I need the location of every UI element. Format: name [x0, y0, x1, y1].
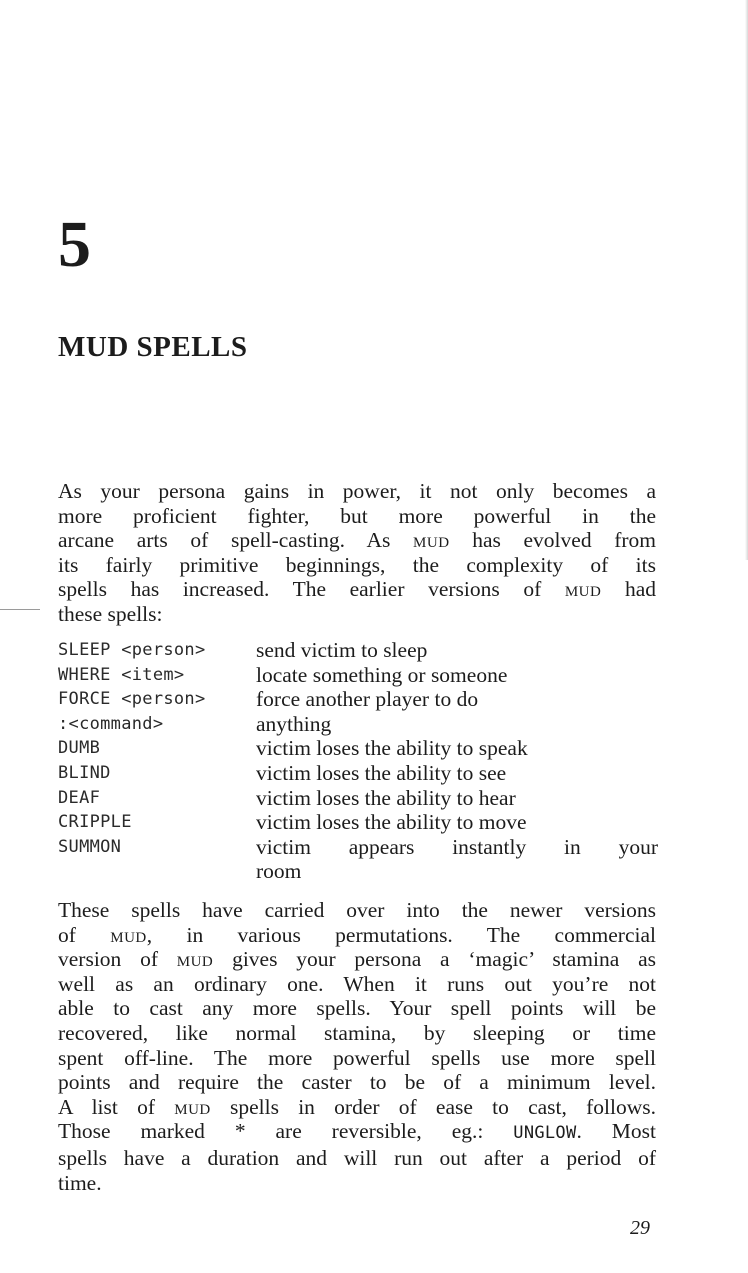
spell-row [58, 687, 658, 712]
spells-paragraph [58, 898, 656, 1195]
text-line: spent off-line. The more powerful spells use more spell [58, 1045, 656, 1070]
spell-description: anything [256, 711, 332, 736]
spell-description: force another player to do [256, 687, 479, 712]
spell-command: SLEEP <person> [58, 640, 206, 660]
mud-term: mud [176, 947, 214, 972]
text-line: able to cast any more spells. Your spell points will be [58, 996, 656, 1021]
text-line: well as an ordinary one. When it runs out you’re not [58, 971, 656, 996]
spell-description: victim appears instantly in your [256, 834, 658, 859]
spell-description: victim loses the ability to speak [256, 736, 528, 761]
text-line: points and require the caster to be of a minimum level. [58, 1070, 656, 1095]
intro-paragraph [58, 479, 656, 627]
spell-description: room [256, 859, 302, 884]
spell-row [58, 859, 658, 884]
spell-command: DEAF [58, 787, 101, 808]
text-line: Those marked * are reversible, eg.: UNGLOW. Most [58, 1119, 656, 1144]
spell-command: CRIPPLE [58, 812, 132, 833]
spell-description: victim loses the ability to move [256, 810, 527, 835]
mud-term: mud [413, 528, 450, 553]
spell-row [58, 835, 658, 860]
spell-row [58, 736, 658, 761]
mud-term: mud [564, 577, 602, 602]
spell-command: SUMMON [58, 836, 122, 857]
spell-command [58, 859, 256, 884]
spell-command: DUMB [58, 738, 101, 759]
spell-list [58, 638, 658, 884]
mud-term: mud [174, 1094, 211, 1119]
code-term: UNGLOW [513, 1123, 577, 1144]
spell-row [58, 712, 658, 737]
spell-description: victim loses the ability to see [256, 760, 507, 785]
mud-term: mud [110, 922, 147, 947]
text-line: more proficient fighter, but more powerful in the [58, 503, 656, 528]
spell-description: send victim to sleep [256, 638, 428, 662]
spell-description: locate something or someone [256, 662, 508, 687]
text-line: of mud, in various permutations. The commercial [58, 922, 656, 947]
page-number: 29 [630, 1217, 650, 1239]
text-line: arcane arts of spell-casting. As mud has evolved from [58, 528, 657, 553]
text-line: version of mud gives your persona a ‘magic’ stamina as [58, 947, 656, 972]
spell-command: BLIND [58, 762, 111, 783]
text-line: time. [58, 1170, 102, 1195]
text-line: its fairly primitive beginnings, the complexity of its [58, 552, 656, 577]
spell-row [58, 638, 658, 663]
spell-row [58, 810, 658, 835]
text-line: these spells: [58, 601, 163, 626]
spell-row [58, 786, 658, 811]
text-line: As your persona gains in power, it not only becomes a [58, 479, 656, 503]
text-line: recovered, like normal stamina, by sleeping or time [58, 1020, 656, 1045]
spell-command: FORCE <person> [58, 689, 206, 710]
spell-row [58, 761, 658, 786]
spell-description: victim loses the ability to hear [256, 785, 516, 810]
text-line: These spells have carried over into the newer versions [58, 898, 656, 922]
spell-command: WHERE <item> [58, 664, 185, 685]
margin-rule [0, 609, 40, 610]
chapter-title: MUD SPELLS [58, 331, 248, 363]
text-line: spells have a duration and will run out after a period of [58, 1145, 656, 1170]
spell-row [58, 663, 658, 688]
text-line: spells has increased. The earlier versions of mud had [58, 577, 656, 602]
text-line: A list of mud spells in order of ease to cast, follows. [58, 1094, 656, 1119]
chapter-number: 5 [58, 208, 92, 281]
spell-command: :<command> [58, 713, 164, 734]
